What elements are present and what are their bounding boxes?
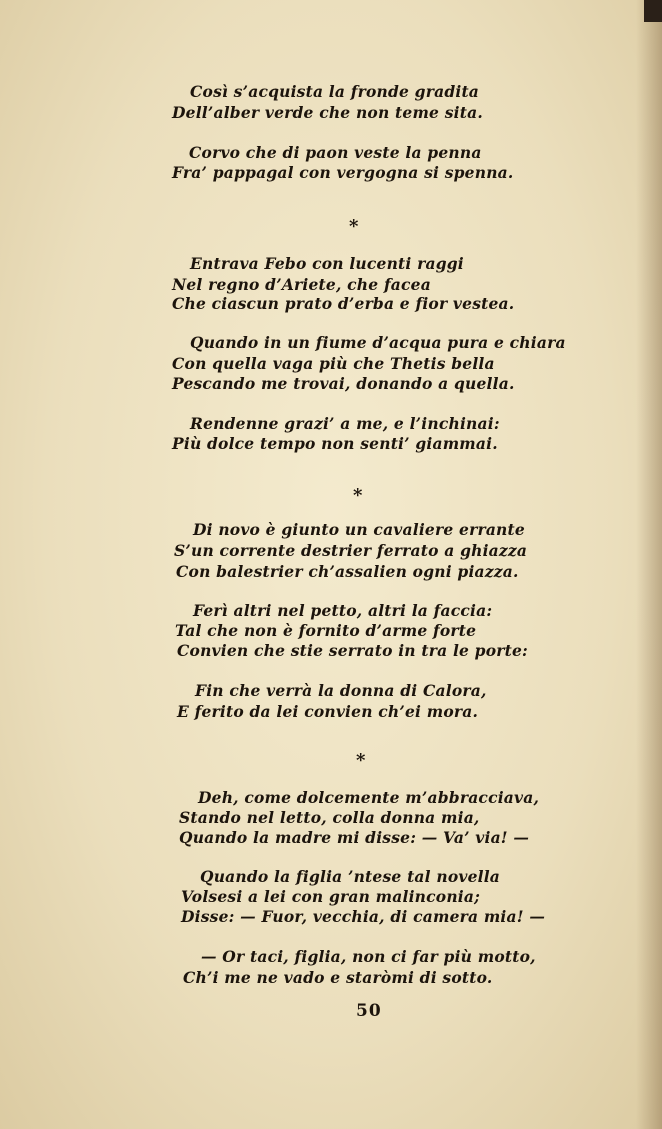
verse-line: Fin che verrà la donna di Calora, — [195, 681, 487, 700]
verse-line: Tal che non è fornito d’arme forte — [175, 621, 477, 640]
verse-line: — Or taci, figlia, non ci far più motto, — [201, 947, 536, 966]
page-number: 50 — [356, 1001, 382, 1021]
verse-line: Stando nel letto, colla donna mia, — [179, 808, 480, 827]
verse-line: Dell’alber verde che non teme sita. — [172, 103, 483, 122]
verse-line: Entrava Febo con lucenti raggi — [190, 254, 464, 273]
verse-line: S’un corrente destrier ferrato a ghiazza — [174, 541, 528, 560]
verse-line: Corvo che di paon veste la penna — [189, 143, 482, 162]
section-separator-star: * — [356, 750, 366, 771]
verse-line: Ferì altri nel petto, altri la faccia: — [193, 601, 493, 620]
verse-line: Che ciascun prato d’erba e fior vestea. — [172, 294, 515, 313]
section-separator-star: * — [349, 216, 359, 237]
verse-line: Volsesi a lei con gran malinconia; — [181, 887, 481, 906]
verse-line: Con balestrier ch’assalien ogni piazza. — [176, 562, 519, 581]
verse-line: Con quella vaga più che Thetis bella — [172, 354, 495, 373]
verse-line: Pescando me trovai, donando a quella. — [172, 374, 515, 393]
verse-line: Più dolce tempo non senti’ giammai. — [172, 434, 498, 453]
verse-line: Quando in un fiume d’acqua pura e chiara — [190, 333, 566, 352]
verse-line: Nel regno d’Ariete, che facea — [172, 275, 431, 294]
verse-line: Quando la figlia ’ntese tal novella — [200, 867, 501, 886]
verse-line: E ferito da lei convien ch’ei mora. — [177, 702, 479, 721]
verse-line: Rendenne grazi’ a me, e l’inchinai: — [190, 414, 500, 433]
verse-line: Convien che stie serrato in tra le porte: — [177, 641, 528, 660]
verse-line: Di novo è giunto un cavaliere errante — [193, 520, 525, 539]
verse-line: Ch’i me ne vado e staròmi di sotto. — [183, 968, 493, 987]
verse-line: Quando la madre mi disse: — Va’ via! — — [179, 828, 530, 847]
verse-line: Deh, come dolcemente m’abbracciava, — [198, 788, 540, 807]
verse-line: Fra’ pappagal con vergogna si spenna. — [172, 163, 514, 182]
verse-line: Disse: — Fuor, vecchia, di camera mia! — — [181, 907, 546, 926]
verse-line: Così s’acquista la fronde gradita — [190, 82, 480, 101]
section-separator-star: * — [353, 485, 363, 506]
